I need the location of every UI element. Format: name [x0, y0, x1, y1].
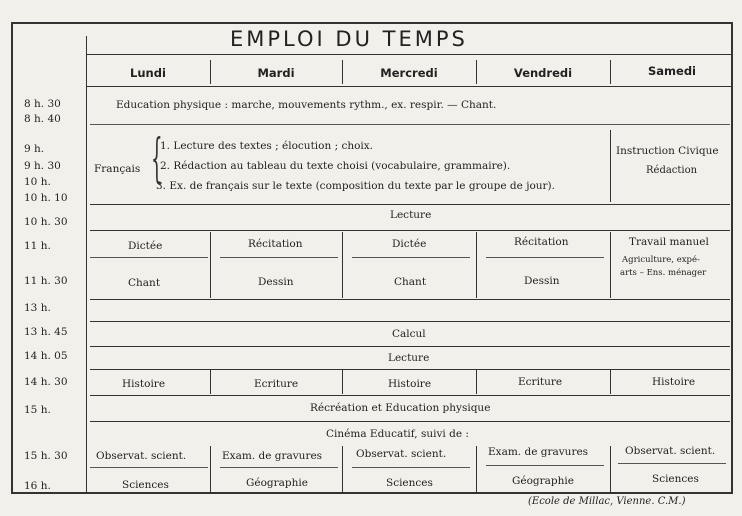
recreation-row: Récréation et Education physique: [310, 402, 491, 414]
row-rule: [90, 321, 730, 322]
day-divider: [342, 60, 343, 84]
day-lundi: Lundi: [130, 66, 166, 80]
travail-manuel: Travail manuel: [629, 236, 709, 248]
cell-geographie: Géographie: [246, 477, 308, 489]
cell-histoire: Histoire: [122, 378, 166, 390]
cell-ecriture: Ecriture: [254, 378, 299, 390]
lecture-1030: Lecture: [390, 209, 432, 221]
cell-histoire: Histoire: [388, 378, 432, 390]
day-samedi: Samedi: [648, 64, 696, 78]
cell-rule: [352, 467, 470, 468]
cell-dictee: Dictée: [128, 240, 163, 252]
time-0840: 8 h. 40: [24, 113, 61, 125]
francais-label: Français: [94, 163, 141, 175]
cell-observat: Observat. scient.: [625, 445, 716, 457]
cell-sciences: Sciences: [386, 477, 433, 489]
lecture-1405: Lecture: [388, 352, 430, 364]
day-divider: [610, 60, 611, 84]
day-mardi: Mardi: [257, 66, 295, 80]
time-0930: 9 h. 30: [24, 160, 61, 172]
col-divider: [210, 370, 211, 394]
time-1430: 14 h. 30: [24, 376, 68, 388]
time-0900: 9 h.: [24, 143, 45, 155]
cell-recitation: Récitation: [248, 238, 303, 250]
cell-rule: [220, 257, 338, 258]
cell-sciences: Sciences: [652, 473, 699, 485]
brace-glyph: {: [151, 129, 163, 189]
cell-rule: [486, 465, 604, 466]
time-1300: 13 h.: [24, 302, 51, 314]
col-divider: [342, 370, 343, 394]
time-1405: 14 h. 05: [24, 350, 68, 362]
cell-rule: [618, 463, 726, 464]
calcul-row: Calcul: [392, 328, 426, 340]
francais-item: 2. Rédaction au tableau du texte choisi (vocabulaire, grammaire).: [160, 160, 511, 172]
col-divider: [210, 232, 211, 298]
col-divider: [610, 232, 611, 298]
cell-dessin: Dessin: [524, 275, 560, 287]
cell-observat: Observat. scient.: [356, 448, 447, 460]
cell-sciences: Sciences: [122, 479, 169, 491]
row-rule: [90, 230, 730, 231]
col-divider: [476, 370, 477, 394]
agriculture-line-1: Agriculture, expé-: [622, 255, 700, 265]
col-divider: [476, 446, 477, 492]
time-1345: 13 h. 45: [24, 326, 68, 338]
row-rule: [90, 299, 730, 300]
time-1500: 15 h.: [24, 404, 51, 416]
time-1010: 10 h. 10: [24, 192, 68, 204]
col-divider: [476, 232, 477, 298]
source-caption: (Ecole de Millac, Vienne. C.M.): [528, 496, 686, 507]
time-1000: 10 h.: [24, 176, 51, 188]
time-1100: 11 h.: [24, 240, 51, 252]
time-column-rule: [86, 36, 87, 492]
cell-histoire: Histoire: [652, 376, 696, 388]
header-rule: [86, 54, 731, 55]
cell-rule: [90, 257, 208, 258]
col-divider: [342, 232, 343, 298]
row-rule: [90, 395, 730, 396]
cell-rule: [90, 467, 208, 468]
day-header-rule: [86, 86, 731, 87]
cell-rule: [220, 467, 338, 468]
instruction-civique: Instruction Civique: [616, 145, 719, 157]
cell-exam-gravures: Exam. de gravures: [222, 450, 323, 462]
cell-chant: Chant: [394, 276, 427, 288]
cell-chant: Chant: [128, 277, 161, 289]
cell-recitation: Récitation: [514, 236, 569, 248]
francais-item: 1. Lecture des textes ; élocution ; choix.: [160, 140, 374, 152]
row-rule: [90, 204, 730, 205]
col-divider: [210, 446, 211, 492]
samedi-divider: [610, 130, 611, 202]
cell-dessin: Dessin: [258, 276, 294, 288]
cell-rule: [352, 257, 470, 258]
time-1530: 15 h. 30: [24, 450, 68, 462]
day-divider: [210, 60, 211, 84]
row-rule: [90, 421, 730, 422]
col-divider: [342, 446, 343, 492]
cell-ecriture: Ecriture: [518, 376, 563, 388]
cell-rule: [486, 257, 604, 258]
day-divider: [476, 60, 477, 84]
cell-geographie: Géographie: [512, 475, 574, 487]
cell-exam-gravures: Exam. de gravures: [488, 446, 589, 458]
time-0830: 8 h. 30: [24, 98, 61, 110]
col-divider: [610, 446, 611, 492]
cinema-row: Cinéma Educatif, suivi de :: [326, 428, 469, 440]
education-physique-row: Education physique : marche, mouvements rythm., ex. respir. — Chant.: [116, 99, 497, 111]
cell-observat: Observat. scient.: [96, 450, 187, 462]
agriculture-line-2: arts – Ens. ménager: [620, 268, 707, 278]
redaction: Rédaction: [646, 165, 698, 176]
francais-item: 3. Ex. de français sur le texte (composition du texte par le groupe de jour).: [156, 180, 555, 192]
time-1130: 11 h. 30: [24, 275, 68, 287]
day-mercredi: Mercredi: [380, 66, 438, 80]
row-rule: [90, 346, 730, 347]
time-1600: 16 h.: [24, 480, 51, 492]
day-vendredi: Vendredi: [513, 66, 573, 80]
row-rule: [90, 369, 730, 370]
page-title: EMPLOI DU TEMPS: [230, 27, 468, 51]
cell-dictee: Dictée: [392, 238, 427, 250]
row-rule: [90, 124, 730, 125]
time-1030: 10 h. 30: [24, 216, 68, 228]
col-divider: [610, 370, 611, 394]
